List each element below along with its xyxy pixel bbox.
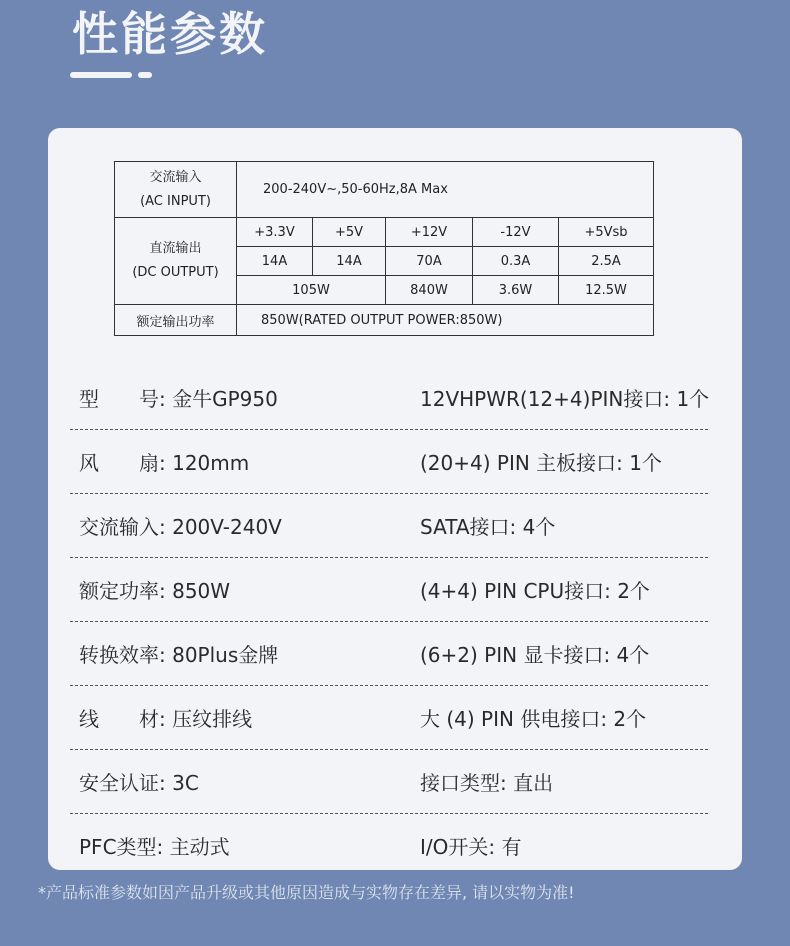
output-spec-table — [114, 161, 654, 336]
spec-right: I/O开关: 有 — [420, 835, 522, 859]
rail-current: 14A — [313, 247, 386, 276]
spec-right: 接口类型: 直出 — [420, 771, 554, 795]
spec-row — [70, 750, 708, 814]
spec-left: 转换效率: 80Plus金牌 — [79, 643, 279, 667]
dc-output-label: 直流输出 (DC OUTPUT) — [115, 218, 237, 305]
ac-input-label: 交流输入 (AC INPUT) — [115, 162, 237, 218]
spec-left: 风 扇: 120mm — [79, 451, 250, 475]
rail-power: 840W — [386, 276, 473, 305]
rail-power: 3.6W — [473, 276, 559, 305]
rated-power-value: 850W(RATED OUTPUT POWER:850W) — [237, 305, 654, 336]
title-underline-dot — [138, 72, 152, 78]
rail-label: +3.3V — [237, 218, 313, 247]
rail-current: 70A — [386, 247, 473, 276]
spec-card — [48, 128, 742, 870]
spec-row — [70, 366, 708, 430]
spec-left: 线 材: 压纹排线 — [79, 707, 253, 731]
spec-left: PFC类型: 主动式 — [79, 835, 230, 859]
spec-right: (6+2) PIN 显卡接口: 4个 — [420, 643, 650, 667]
disclaimer-note: *产品标准参数如因产品升级或其他原因造成与实物存在差异, 请以实物为准! — [38, 883, 575, 902]
rail-current: 2.5A — [559, 247, 654, 276]
spec-left: 额定功率: 850W — [79, 579, 231, 603]
rail-label: -12V — [473, 218, 559, 247]
spec-left: 型 号: 金牛GP950 — [79, 387, 278, 411]
rail-power: 105W — [237, 276, 386, 305]
rail-label: +12V — [386, 218, 473, 247]
rail-current: 0.3A — [473, 247, 559, 276]
rail-power: 12.5W — [559, 276, 654, 305]
spec-list — [70, 366, 708, 877]
spec-row — [70, 558, 708, 622]
spec-row — [70, 686, 708, 750]
ac-input-value: 200-240V~,50-60Hz,8A Max — [237, 162, 654, 218]
spec-row — [70, 814, 708, 877]
spec-row — [70, 494, 708, 558]
spec-row — [70, 430, 708, 494]
rail-row — [115, 218, 654, 247]
spec-right: SATA接口: 4个 — [420, 515, 556, 539]
rail-label: +5V — [313, 218, 386, 247]
rail-current: 14A — [237, 247, 313, 276]
rated-power-row — [115, 305, 654, 336]
rated-power-label: 额定输出功率 — [115, 305, 237, 336]
spec-right: (20+4) PIN 主板接口: 1个 — [420, 451, 662, 475]
page-title: 性能参数 — [72, 7, 268, 61]
rail-label: +5Vsb — [559, 218, 654, 247]
spec-row — [70, 622, 708, 686]
title-underline — [70, 72, 132, 78]
ac-input-row — [115, 162, 654, 218]
spec-left: 安全认证: 3C — [79, 771, 199, 795]
spec-right: (4+4) PIN CPU接口: 2个 — [420, 579, 650, 603]
spec-right: 12VHPWR(12+4)PIN接口: 1个 — [420, 387, 710, 411]
spec-right: 大 (4) PIN 供电接口: 2个 — [420, 707, 647, 731]
spec-left: 交流输入: 200V-240V — [79, 515, 282, 539]
